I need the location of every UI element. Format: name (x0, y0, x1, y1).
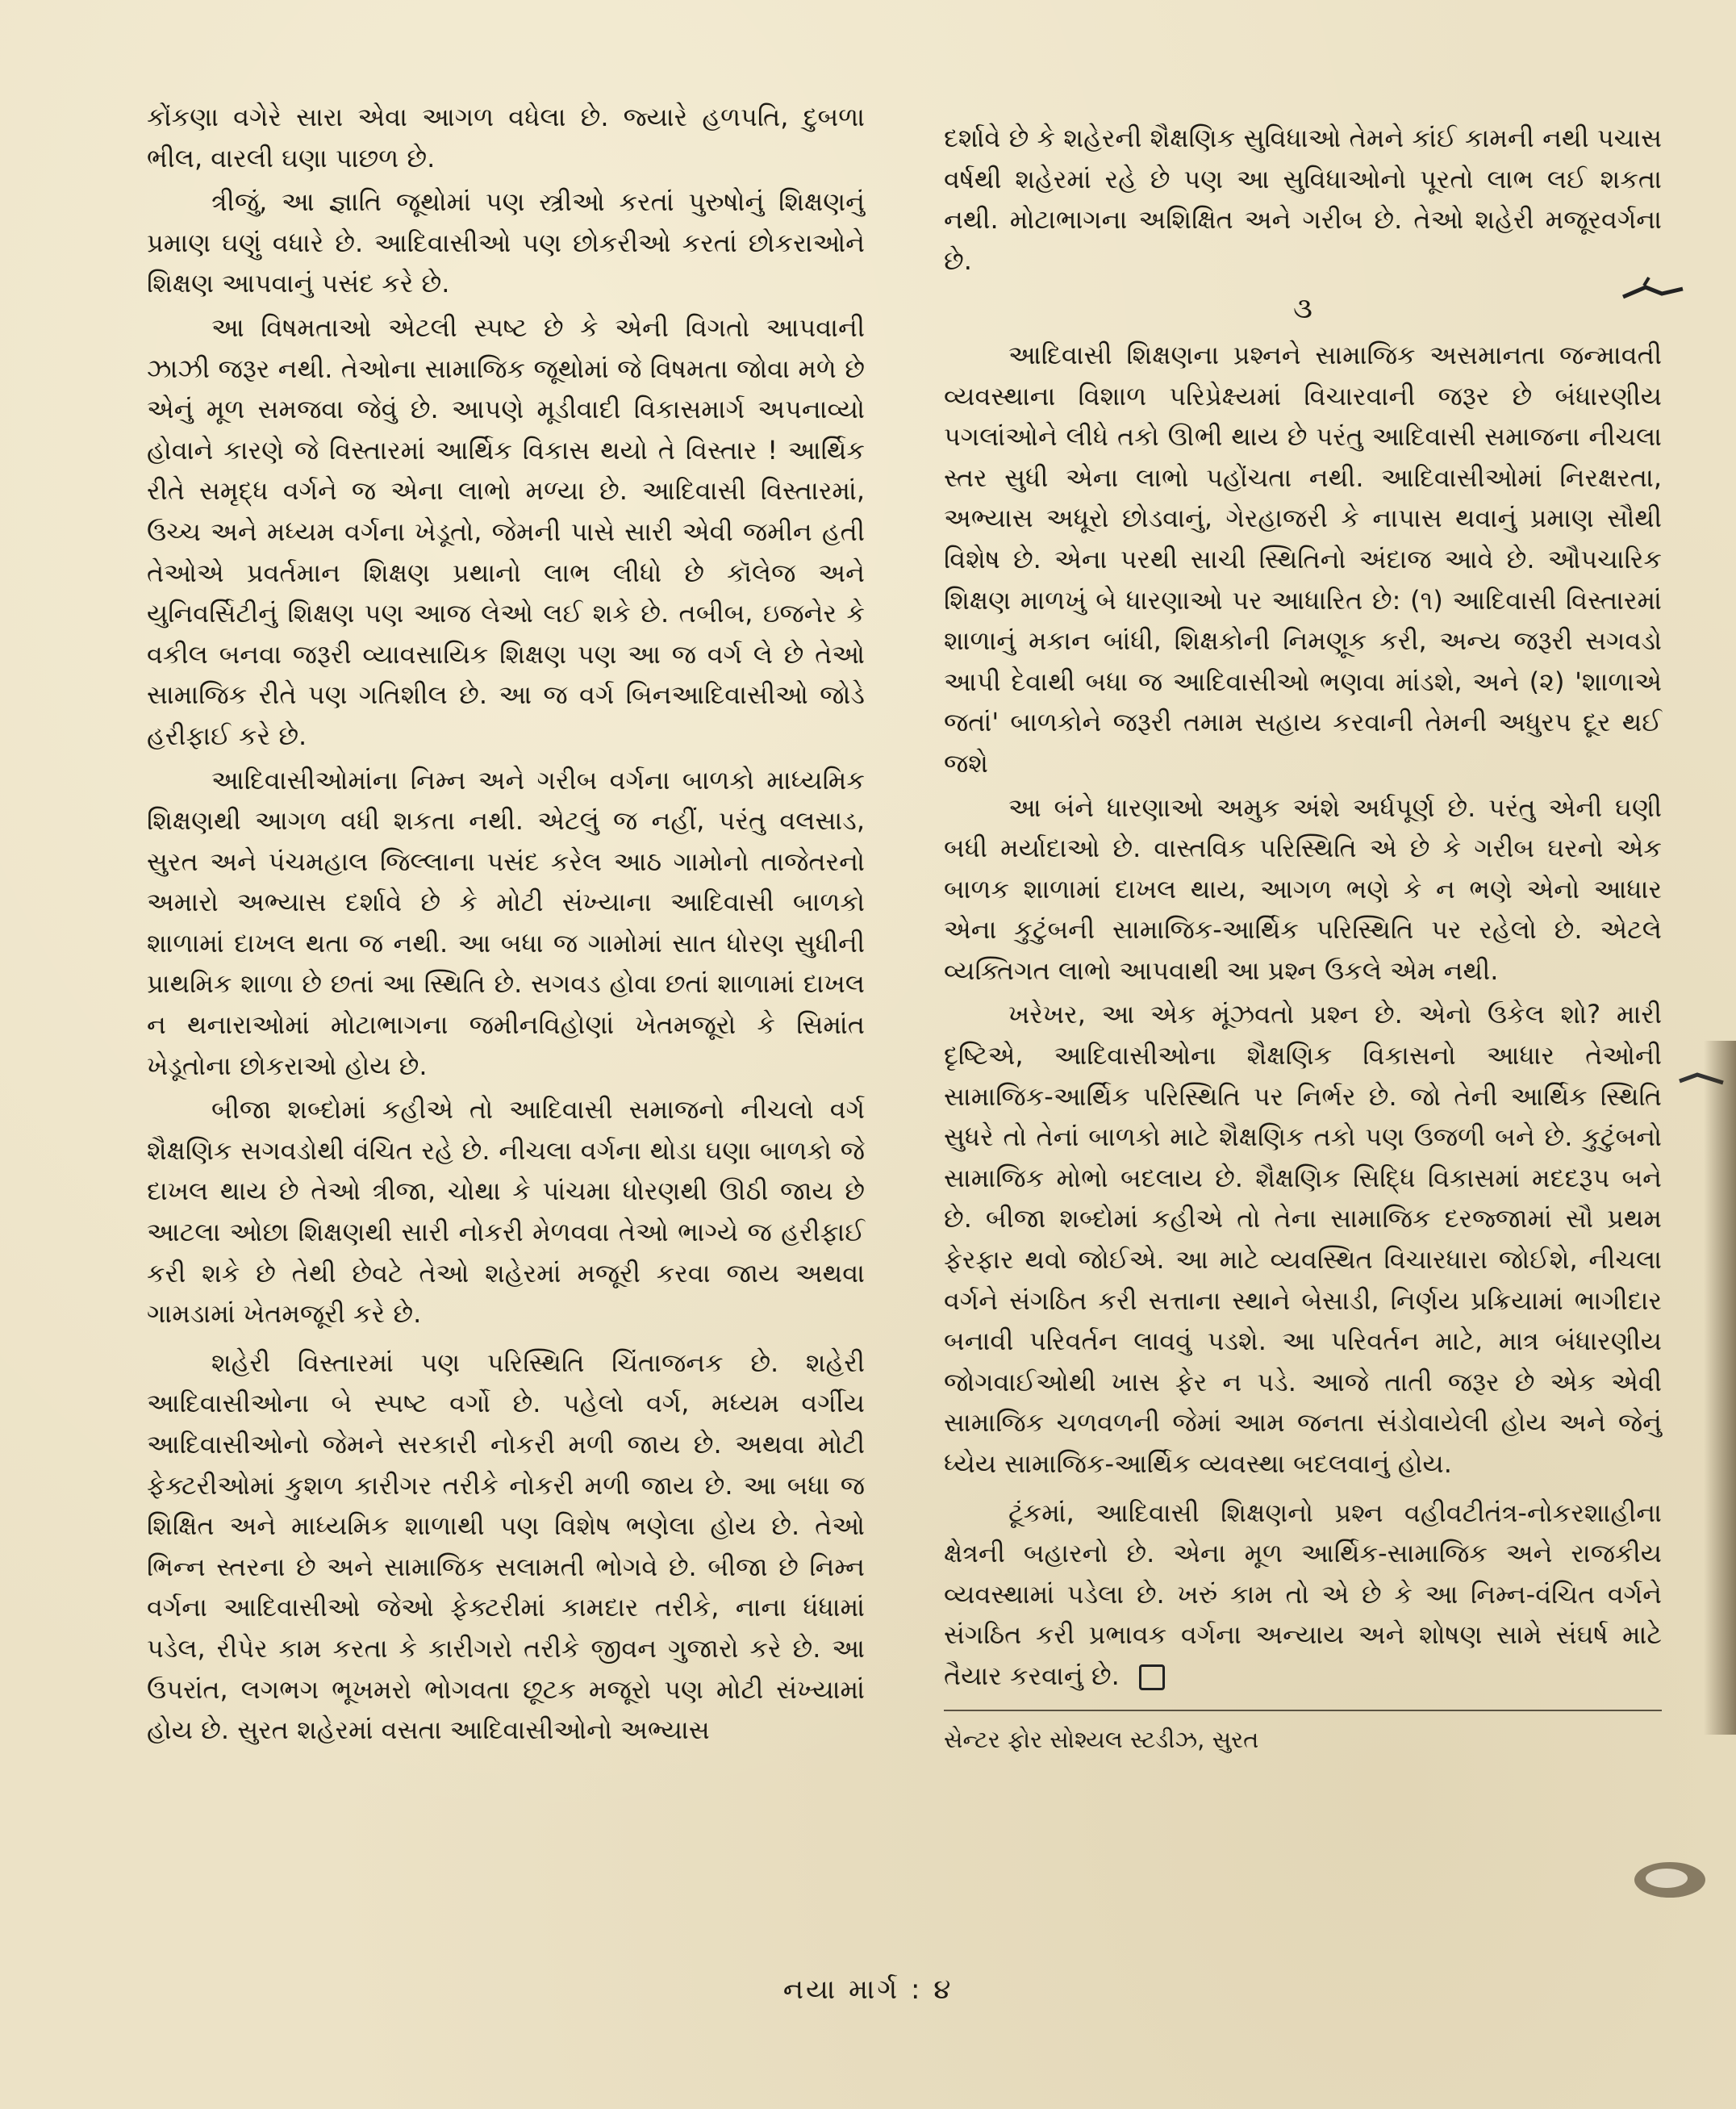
author-affiliation: સેન્ટર ફોર સોશ્યલ સ્ટડીઝ, સુરત (944, 1725, 1259, 1753)
end-mark-icon (1139, 1664, 1165, 1690)
paragraph (944, 1493, 1662, 1697)
paragraph: શહેરી વિસ્તારમાં પણ પરિસ્થિતિ ચિંતાજનક છે. શહેરી આદિવાસીઓના બે સ્પષ્ટ વર્ગો છે. પહેલો વર્ગ, મધ્યમ વર્ગીય આદિવાસીઓનો જેમને સરકારી નોકરી મળી જાય છે. અથવા મોટી ફેક્ટરીઓમાં કુશળ કારીગર તરીકે નોકરી મળી જાય છે. આ બધા જ શિક્ષિત અને માધ્યમિક શાળાથી પણ વિશેષ ભણેલા હોય છે. તેઓ ભિન્ન સ્તરના છે અને સામાજિક સલામતી ભોગવે છે. બીજા છે નિમ્ન વર્ગના આદિવાસીઓ જેઓ ફેક્ટરીમાં કામદાર તરીકે, નાના ધંધામાં પડેલ, રીપેર કામ કરતા કે કારીગરો તરીકે જીવન ગુજારો કરે છે. આ ઉપરાંત, લગભગ ભૂખમરો ભોગવતા છૂટક મજૂરો પણ મોટી સંખ્યામાં હોય છે. સુરત શહેરમાં વસતા આદિવાસીઓનો અભ્યાસ (147, 1347, 865, 1746)
left-column (147, 97, 865, 1754)
paragraph: કોંકણા વગેરે સારા એવા આગળ વધેલા છે. જ્યારે હળપતિ, દુબળા ભીલ, વારલી ઘણા પાછળ છે. (147, 102, 865, 173)
paragraph: ખરેખર, આ એક મૂંઝવતો પ્રશ્ન છે. એનો ઉકેલ શો? મારી દૃષ્ટિએ, આદિવાસીઓના શૈક્ષણિક વિકાસનો આધાર તેઓની સામાજિક-આર્થિક પરિસ્થિતિ પર નિર્ભર છે. જો તેની આર્થિક સ્થિતિ સુધરે તો તેનાં બાળકો માટે શૈક્ષણિક તકો પણ ઉજળી બને છે. કુટુંબનો સામાજિક મોભો બદલાય છે. શૈક્ષણિક સિદ્ધિ વિકાસમાં મદદરૂપ બને છે. બીજા શબ્દોમાં કહીએ તો તેના સામાજિક દરજ્જામાં સૌ પ્રથમ ફેરફાર થવો જોઈએ. આ માટે વ્યવસ્થિત વિચારધારા જોઈશે, નીચલા વર્ગને સંગઠિત કરી સત્તાના સ્થાને બેસાડી, નિર્ણય પ્રક્રિયામાં ભાગીદાર બનાવી પરિવર્તન લાવવું પડશે. આ પરિવર્તન માટે, માત્ર બંધારણીય જોગવાઈઓથી ખાસ ફેર ન પડે. આજે તાતી જરૂર છે એક એવી સામાજિક ચળવળની જેમાં આમ જનતા સંડોવાયેલી હોય અને જેનું ધ્યેય સામાજિક-આર્થિક વ્યવસ્થા બદલવાનું હોય. (944, 999, 1662, 1479)
paragraph: દર્શાવે છે કે શહેરની શૈક્ષણિક સુવિધાઓ તેમને કાંઈ કામની નથી પચાસ વર્ષથી શહેરમાં રહે છે પણ આ સુવિધાઓનો પૂરતો લાભ લઈ શકતા નથી. મોટાભાગના અશિક્ષિત અને ગરીબ છે. તેઓ શહેરી મજૂરવર્ગના છે. (944, 123, 1662, 276)
page-footer: નયા માર્ગ : ૪ (782, 1973, 954, 2006)
paragraph: આ વિષમતાઓ એટલી સ્પષ્ટ છે કે એની વિગતો આપવાની ઝાઝી જરૂર નથી. તેઓના સામાજિક જૂથોમાં જે વિષમતા જોવા મળે છે એનું મૂળ સમજવા જેવું છે. આપણે મૂડીવાદી વિકાસમાર્ગ અપનાવ્યો હોવાને કારણે જે વિસ્તારમાં આર્થિક વિકાસ થયો તે વિસ્તાર ! આર્થિક રીતે સમૃદ્ધ વર્ગને જ એના લાભો મળ્યા છે. આદિવાસી વિસ્તારમાં, ઉચ્ચ અને મધ્યમ વર્ગના ખેડૂતો, જેમની પાસે સારી એવી જમીન હતી તેઓએ પ્રવર્તમાન શિક્ષણ પ્રથાનો લાભ લીધો છે કૉલેજ અને યુનિવર્સિટીનું શિક્ષણ પણ આજ લેઓ લઈ શકે છે. તબીબ, ઇજનેર કે વકીલ બનવા જરૂરી વ્યાવસાયિક શિક્ષણ પણ આ જ વર્ગ લે છે તેઓ સામાજિક રીતે પણ ગતિશીલ છે. આ જ વર્ગ બિનઆદિવાસીઓ જોડે હરીફાઈ કરે છે. (147, 311, 865, 751)
closing-paragraph-text: ટૂંકમાં, આદિવાસી શિક્ષણનો પ્રશ્ન વહીવટીતંત્ર-નોકરશાહીના ક્ષેત્રની બહારનો છે. એના મૂળ આર્થિક-સામાજિક અને રાજકીય વ્યવસ્થામાં પડેલા છે. ખરું કામ તો એ છે કે આ નિમ્ન-વંચિત વર્ગને સંગઠિત કરી પ્રભાવક વર્ગના અન્યાય અને શોષણ સામે સંઘર્ષ માટે તૈયાર કરવાનું છે. (944, 1497, 1662, 1691)
section-number: ૩ (1293, 292, 1312, 326)
paragraph: આ બંને ધારણાઓ અમુક અંશે અર્ધપૂર્ણ છે. પરંતુ એની ઘણી બધી મર્યાદાઓ છે. વાસ્તવિક પરિસ્થિતિ એ છે કે ગરીબ ઘરનો એક બાળક શાળામાં દાખલ થાય, આગળ ભણે કે ન ભણે એનો આધાર એના કુટુંબની સામાજિક-આર્થિક પરિસ્થિતિ પર રહેલો છે. એટલે વ્યક્તિગત લાભો આપવાથી આ પ્રશ્ન ઉકલે એમ નથી. (944, 791, 1662, 986)
paragraph: આદિવાસીઓમાંના નિમ્ન અને ગરીબ વર્ગના બાળકો માધ્યમિક શિક્ષણથી આગળ વધી શકતા નથી. એટલું જ નહીં, પરંતુ વલસાડ, સુરત અને પંચમહાલ જિલ્લાના પસંદ કરેલ આઠ ગામોનો તાજેતરનો અમારો અભ્યાસ દર્શાવે છે કે મોટી સંખ્યાના આદિવાસી બાળકો શાળામાં દાખલ થતા જ નથી. આ બધા જ ગામોમાં સાત ધોરણ સુધીની પ્રાથમિક શાળા છે છતાં આ સ્થિતિ છે. સગવડ હોવા છતાં શાળામાં દાખલ ન થનારાઓમાં મોટાભાગના જમીનવિહોણાં ખેતમજૂરો કે સિમાંત ખેડૂતોના છોકરાઓ હોય છે. (147, 764, 865, 1081)
paragraph: ત્રીજું, આ જ્ઞાતિ જૂથોમાં પણ સ્ત્રીઓ કરતાં પુરુષોનું શિક્ષણનું પ્રમાણ ઘણું વધારે છે. આદિવાસીઓ પણ છોકરીઓ કરતાં છોકરાઓને શિક્ષણ આપવાનું પસંદ કરે છે. (147, 186, 865, 299)
paragraph: બીજા શબ્દોમાં કહીએ તો આદિવાસી સમાજનો નીચલો વર્ગ શૈક્ષણિક સગવડોથી વંચિત રહે છે. નીચલા વર્ગના થોડા ઘણા બાળકો જે દાખલ થાય છે તેઓ ત્રીજા, ચોથા કે પાંચમા ધોરણથી ઊઠી જાય છે આટલા ઓછા શિક્ષણથી સારી નોકરી મેળવવા તેઓ ભાગ્યે જ હરીફાઈ કરી શકે છે તેથી છેવટે તેઓ શહેરમાં મજૂરી કરવા જાય અથવા ગામડામાં ખેતમજૂરી કરે છે. (147, 1094, 865, 1330)
paper-stain-icon (1630, 1856, 1710, 1904)
ink-mark-icon (1621, 273, 1686, 305)
divider (944, 1710, 1662, 1711)
paragraph: આદિવાસી શિક્ષણના પ્રશ્નને સામાજિક અસમાનતા જન્માવતી વ્યવસ્થાના વિશાળ પરિપ્રેક્ષ્યમાં વિચારવાની જરૂર છે બંધારણીય પગલાંઓને લીધે તકો ઊભી થાય છે પરંતુ આદિવાસી સમાજના નીચલા સ્તર સુધી એના લાભો પહોંચતા નથી. આદિવાસીઓમાં નિરક્ષરતા, અભ્યાસ અધૂરો છોડવાનું, ગેરહાજરી કે નાપાસ થવાનું પ્રમાણ સૌથી વિશેષ છે. એના પરથી સાચી સ્થિતિનો અંદાજ આવે છે. ઔપચારિક શિક્ષણ માળખું બે ધારણાઓ પર આધારિત છે: (૧) આદિવાસી વિસ્તારમાં શાળાનું મકાન બાંધી, શિક્ષકોની નિમણૂક કરી, અન્ય જરૂરી સગવડો આપી દેવાથી બધા જ આદિવાસીઓ ભણવા માંડશે, અને (૨) 'શાળાએ જતાં' બાળકોને જરૂરી તમામ સહાય કરવાની તેમની અધુરપ દૂર થઈ જશે (944, 339, 1662, 779)
paper-edge-wear (1704, 1041, 1736, 1735)
right-column (944, 118, 1662, 1760)
